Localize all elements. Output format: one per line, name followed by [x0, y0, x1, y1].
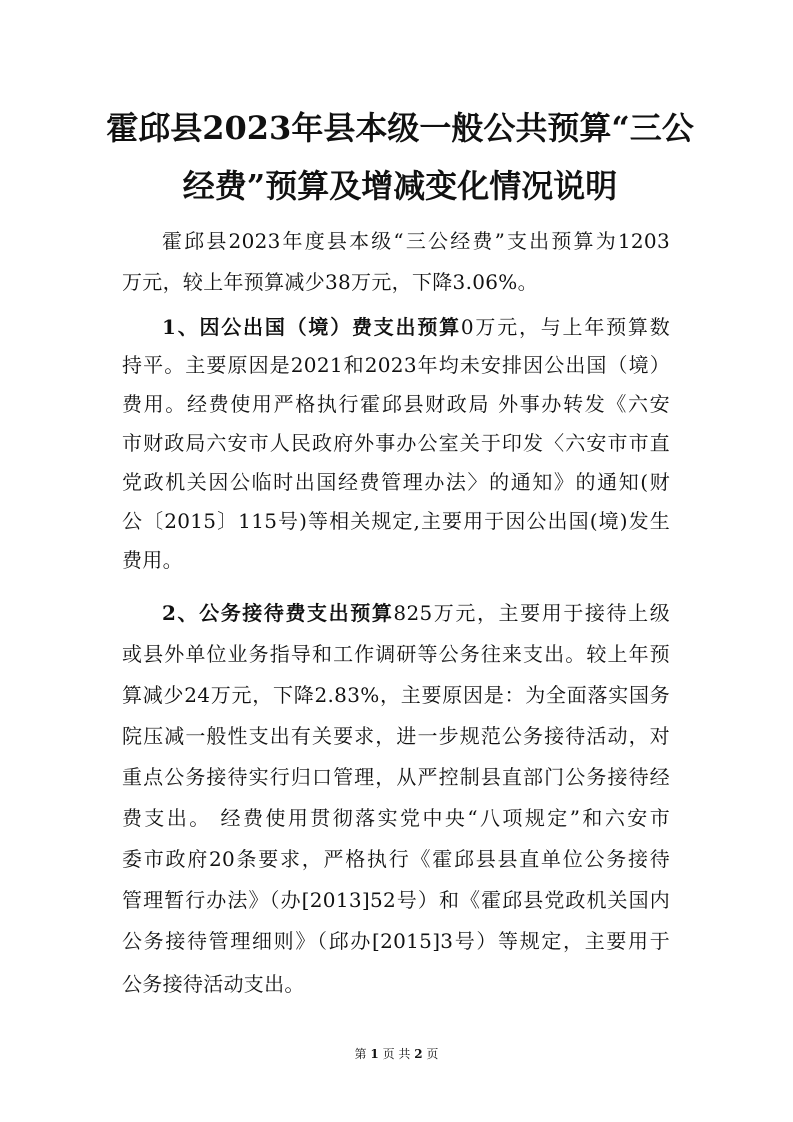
section1-line-2: 持平。主要原因是2021和2023年均未安排因公出国（境） — [122, 353, 670, 377]
section2-line-9: 公务接待管理细则》（邱办[2015]3号）等规定，主要用于 — [122, 929, 670, 953]
section2-line-2: 或县外单位业务指导和工作调研等公务往来支出。较上年预 — [122, 642, 670, 666]
section2-line-1 — [162, 599, 670, 627]
section1-line-4: 市财政局六安市人民政府外事办公室关于印发〈六安市市直 — [122, 431, 670, 455]
section2-heading: 2、公务接待费支出预算 — [162, 601, 394, 625]
document-title-line-2: 经费”预算及增减变化情况说明 — [182, 167, 618, 205]
section2-line-10: 公务接待活动支出。 — [122, 972, 305, 996]
intro-line-1: 霍邱县2023年度县本级“三公经费”支出预算为1203 — [162, 229, 670, 253]
section1-line-5: 党政机关因公临时出国经费管理办法〉的通知》的通知(财 — [122, 470, 670, 494]
section1-heading: 1、因公出国（境）费支出预算 — [162, 315, 461, 339]
section2-line-4: 院压减一般性支出有关要求，进一步规范公务接待活动，对 — [122, 724, 670, 748]
footer-page-number: 1 — [370, 1047, 379, 1061]
footer-middle: 页 共 — [382, 1047, 411, 1061]
section2-line-3: 算减少24万元，下降2.83%，主要原因是：为全面落实国务 — [122, 683, 670, 707]
section1-line-1-text: 0万元，与上年预算数 — [460, 315, 670, 339]
footer-total-pages: 2 — [414, 1047, 423, 1061]
section2-line-5: 重点公务接待实行归口管理，从严控制县直部门公务接待经 — [122, 765, 670, 789]
section1-line-3: 费用。经费使用严格执行霍邱县财政局 外事办转发《六安 — [122, 392, 670, 416]
section2-line-7: 委市政府20条要求，严格执行《霍邱县县直单位公务接待 — [122, 847, 670, 871]
section1-line-1 — [162, 313, 670, 341]
document-title-line-1: 霍邱县2023年县本级一般公共预算“三公 — [106, 109, 694, 147]
section2-line-6: 费支出。 经费使用贯彻落实党中央“八项规定”和六安市 — [122, 806, 670, 830]
section1-line-6: 公〔2015〕115号)等相关规定,主要用于因公出国(境)发生 — [122, 509, 670, 533]
footer-prefix: 第 — [354, 1047, 367, 1061]
page-footer — [0, 1046, 793, 1062]
section2-line-8: 管理暂行办法》（办[2013]52号）和《霍邱县党政机关国内 — [122, 888, 670, 912]
section1-line-7: 费用。 — [122, 548, 183, 572]
intro-line-2: 万元，较上年预算减少38万元，下降3.06%。 — [122, 270, 538, 294]
section2-line-1-text: 825万元，主要用于接待上级 — [393, 601, 670, 625]
footer-suffix: 页 — [426, 1047, 439, 1061]
